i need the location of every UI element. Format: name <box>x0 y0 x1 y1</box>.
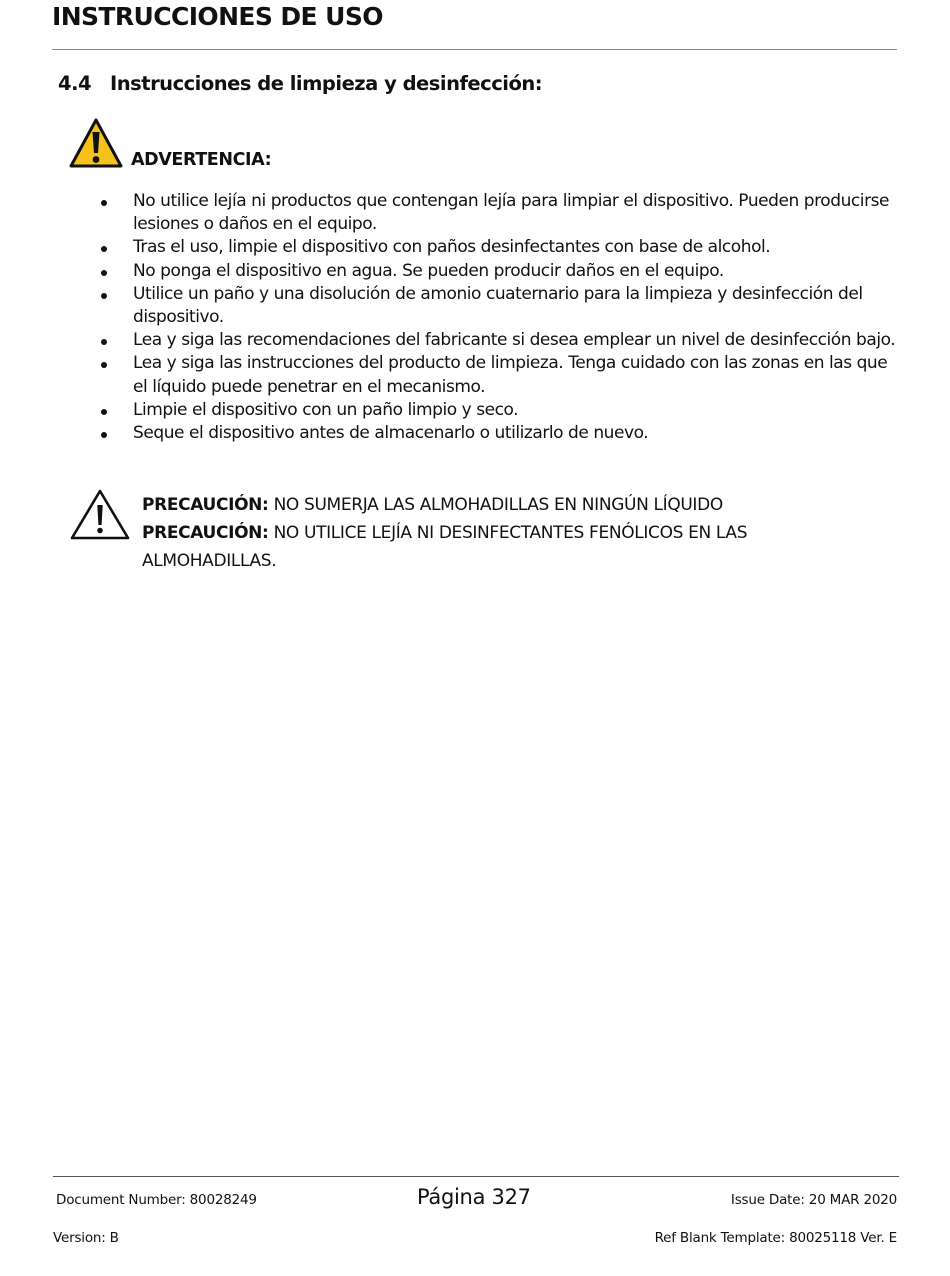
section-title: Instrucciones de limpieza y desinfección: <box>110 72 543 95</box>
bullet-icon <box>101 246 107 252</box>
caution-block <box>142 491 862 575</box>
warning-label: ADVERTENCIA: <box>131 150 272 170</box>
section-heading <box>58 72 542 95</box>
footer-divider <box>53 1176 899 1177</box>
list-item: Limpie el dispositivo con un paño limpio y seco. <box>0 399 903 422</box>
bullet-icon <box>101 293 107 299</box>
warning-list <box>0 190 903 445</box>
list-item: Lea y siga las instrucciones del producto de limpieza. Tenga cuidado con las zonas en las que el líquido puede penetrar en el mecanismo. <box>0 352 903 398</box>
template-reference: Ref Blank Template: 80025118 Ver. E <box>654 1230 897 1246</box>
bullet-icon <box>101 362 107 368</box>
caution-triangle-icon <box>69 488 131 541</box>
section-number: 4.4 <box>58 72 92 95</box>
caution-text: NO SUMERJA LAS ALMOHADILLAS EN NINGÚN LÍQUIDO <box>268 495 723 515</box>
bullet-icon <box>101 409 107 415</box>
bullet-icon <box>101 200 107 206</box>
document-title: INSTRUCCIONES DE USO <box>52 2 383 31</box>
bullet-icon <box>101 339 107 345</box>
bullet-icon <box>101 432 107 438</box>
caution-line <box>142 491 862 519</box>
list-item: Lea y siga las recomendaciones del fabricante si desea emplear un nivel de desinfección bajo. <box>0 329 903 352</box>
list-item: Utilice un paño y una disolución de amonio cuaternario para la limpieza y desinfección del dispositivo. <box>0 283 903 329</box>
caution-line <box>142 519 862 575</box>
page-number: Página 327 <box>417 1185 531 1209</box>
bullet-icon <box>101 270 107 276</box>
list-item: Seque el dispositivo antes de almacenarlo o utilizarlo de nuevo. <box>0 422 903 445</box>
caution-label: PRECAUCIÓN: <box>142 495 269 515</box>
list-item: Tras el uso, limpie el dispositivo con paños desinfectantes con base de alcohol. <box>0 236 903 259</box>
document-number: Document Number: 80028249 <box>56 1192 257 1208</box>
issue-date: Issue Date: 20 MAR 2020 <box>730 1192 897 1208</box>
warning-triangle-icon <box>68 117 124 169</box>
list-item: No ponga el dispositivo en agua. Se pueden producir daños en el equipo. <box>0 260 903 283</box>
header-divider <box>52 49 897 50</box>
caution-text: NO UTILICE LEJÍA NI DESINFECTANTES FENÓLICOS EN LAS ALMOHADILLAS. <box>142 523 748 571</box>
document-version: Version: B <box>53 1230 119 1246</box>
list-item: No utilice lejía ni productos que contengan lejía para limpiar el dispositivo. Pueden producirse lesiones o daños en el equipo. <box>0 190 903 236</box>
caution-label: PRECAUCIÓN: <box>142 523 269 543</box>
